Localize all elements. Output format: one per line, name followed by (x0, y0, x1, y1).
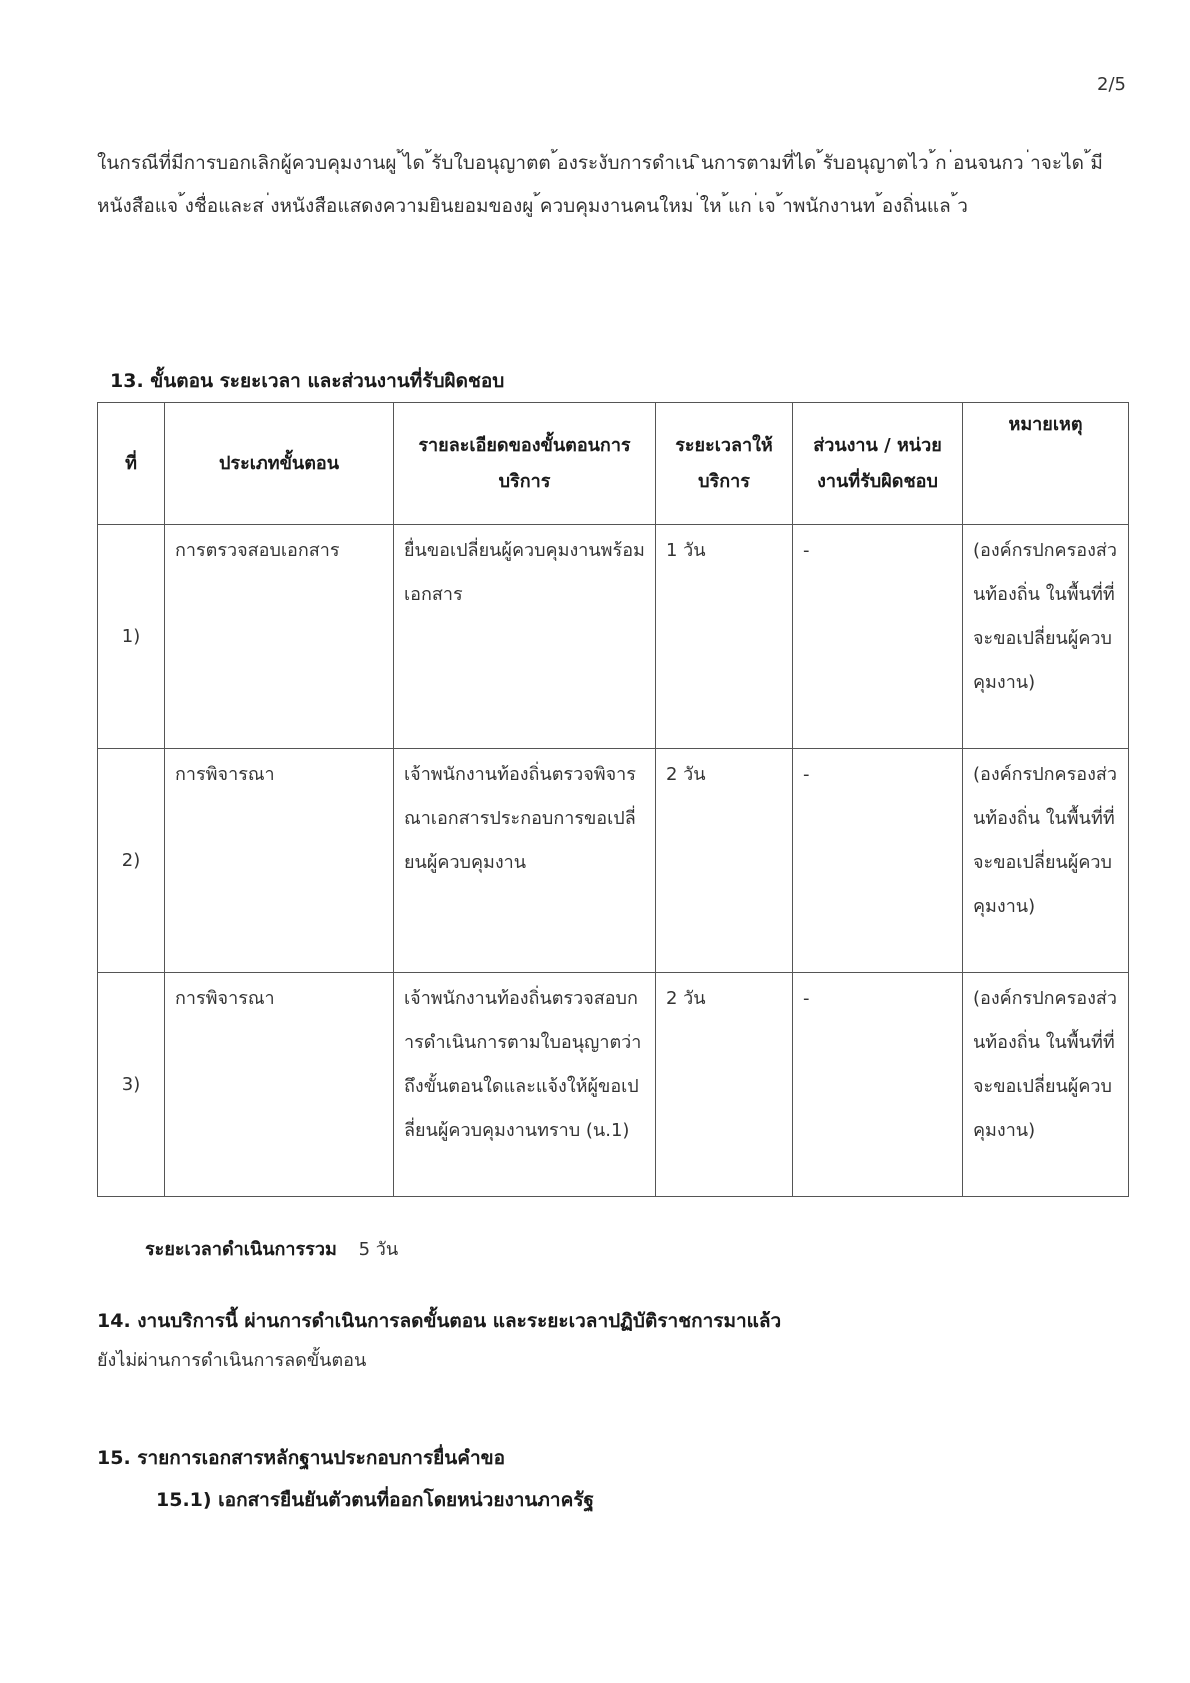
total-duration-value: 5 วัน (358, 1239, 399, 1260)
section-14-status: ยังไม่ผ่านการดำเนินการลดขั้นตอน (97, 1350, 367, 1371)
header-responsible-unit: ส่วนงาน / หน่วยงานที่รับผิดชอบ (793, 403, 963, 525)
intro-paragraph: ในกรณีที่มีการบอกเลิกผู้ควบคุมงานผู ้ได ้รับใบอนุญาตต ้องระงับการดำเน ินการตามที่ได ้รับอนุญาตไว ้ก ่อนจนกว ่าจะได ้มีหนังสือแจ ้งชื่อและส ่งหนังสือแสดงความยินยอมของผู ้ควบคุมงานคนใหม ่ให ้แก ่เจ ้าพนักงานท ้องถิ่นแล ้ว (97, 152, 1103, 217)
table-header-row (98, 403, 1129, 525)
header-number: ที่ (98, 403, 165, 525)
row-duration: 2 วัน (656, 749, 793, 973)
total-duration (145, 1234, 398, 1263)
row-step-detail: ยื่นขอเปลี่ยนผู้ควบคุมงานพร้อมเอกสาร (394, 525, 656, 749)
row-number: 1) (98, 525, 165, 749)
row-responsible-unit: - (793, 749, 963, 973)
section-14-title: 14. งานบริการนี้ ผ่านการดำเนินการลดขั้นตอน และระยะเวลาปฏิบัติราชการมาแล้ว (97, 1310, 782, 1332)
page-number: 2/5 (1097, 74, 1126, 95)
section-15-title: 15. รายการเอกสารหลักฐานประกอบการยื่นคำขอ (97, 1447, 506, 1469)
procedure-table (97, 402, 1129, 1197)
header-remark: หมายเหตุ (963, 403, 1129, 525)
row-step-type: การพิจารณา (165, 749, 394, 973)
header-step-type: ประเภทขั้นตอน (165, 403, 394, 525)
table-row (98, 973, 1129, 1197)
row-number: 2) (98, 749, 165, 973)
header-duration: ระยะเวลาให้บริการ (656, 403, 793, 525)
section-13-title: 13. ขั้นตอน ระยะเวลา และส่วนงานที่รับผิดชอบ (110, 370, 505, 392)
table-row (98, 749, 1129, 973)
section-15-1-title: 15.1) เอกสารยืนยันตัวตนที่ออกโดยหน่วยงานภาครัฐ (156, 1489, 595, 1511)
procedure-table-container (97, 402, 1128, 1197)
row-step-type: การพิจารณา (165, 973, 394, 1197)
row-duration: 2 วัน (656, 973, 793, 1197)
row-step-detail: เจ้าพนักงานท้องถิ่นตรวจสอบการดำเนินการตามใบอนุญาตว่าถึงขั้นตอนใดและแจ้งให้ผู้ขอเปลี่ยนผู้ควบคุมงานทราบ (น.1) (394, 973, 656, 1197)
row-step-type: การตรวจสอบเอกสาร (165, 525, 394, 749)
row-number: 3) (98, 973, 165, 1197)
row-responsible-unit: - (793, 525, 963, 749)
row-step-detail: เจ้าพนักงานท้องถิ่นตรวจพิจารณาเอกสารประกอบการขอเปลี่ยนผู้ควบคุมงาน (394, 749, 656, 973)
header-step-detail: รายละเอียดของขั้นตอนการบริการ (394, 403, 656, 525)
row-duration: 1 วัน (656, 525, 793, 749)
row-responsible-unit: - (793, 973, 963, 1197)
row-remark: (องค์กรปกครองส่วนท้องถิ่น ในพื้นที่ที่จะขอเปลี่ยนผู้ควบคุมงาน) (963, 973, 1129, 1197)
total-duration-label: ระยะเวลาดำเนินการรวม (145, 1239, 337, 1260)
table-row (98, 525, 1129, 749)
row-remark: (องค์กรปกครองส่วนท้องถิ่น ในพื้นที่ที่จะขอเปลี่ยนผู้ควบคุมงาน) (963, 749, 1129, 973)
row-remark: (องค์กรปกครองส่วนท้องถิ่น ในพื้นที่ที่จะขอเปลี่ยนผู้ควบคุมงาน) (963, 525, 1129, 749)
